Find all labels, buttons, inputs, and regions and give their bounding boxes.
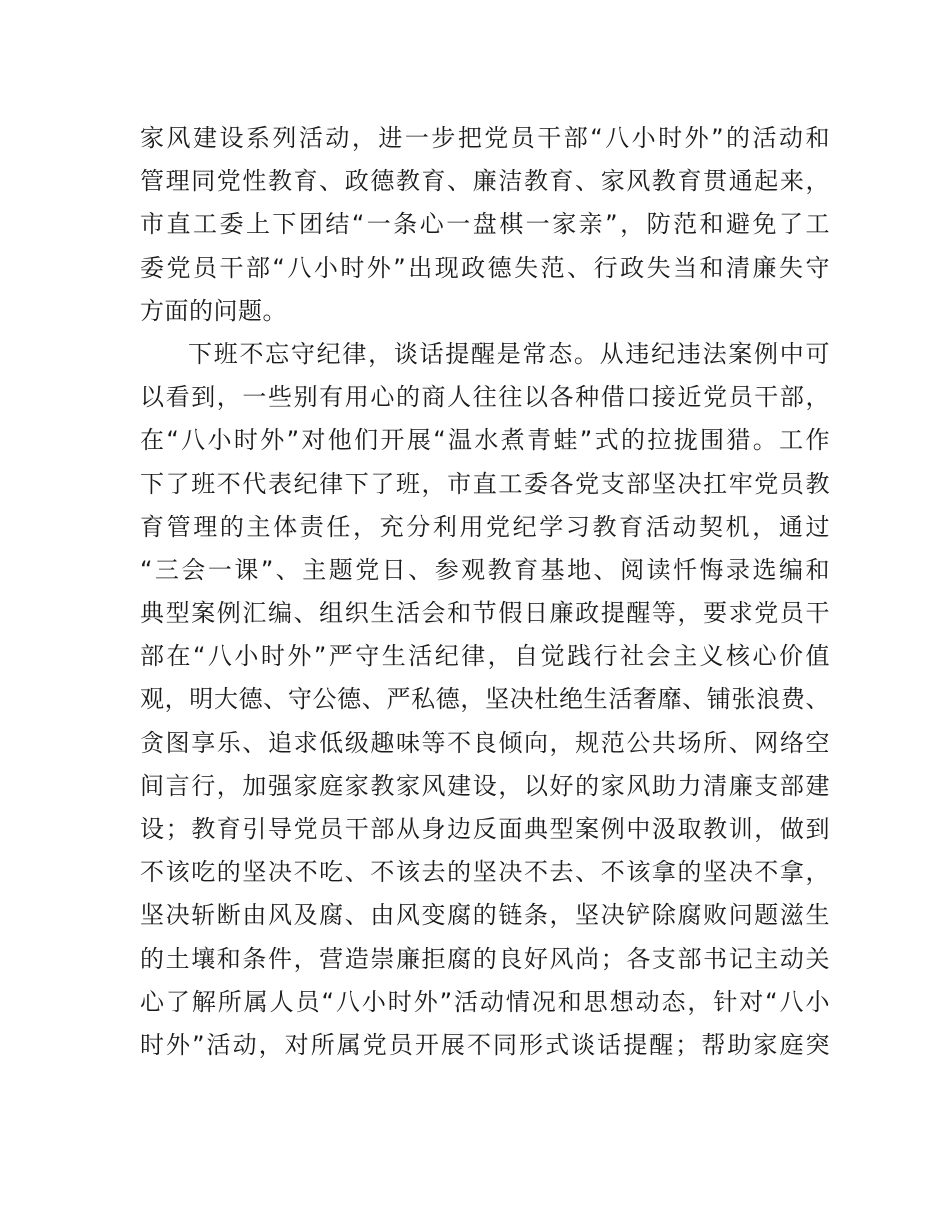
body-text <box>140 117 830 1067</box>
paragraph-2-line-13: 不该吃的坚决不吃、不该去的坚决不去、不该拿的坚决不拿， <box>140 858 830 887</box>
paragraph-2-line-10: 贪图享乐、追求低级趣味等不良倾向，规范公共场所、网络空 <box>140 728 830 757</box>
paragraph-2-line-12: 设；教育引导党员干部从身边反面典型案例中汲取教训，做到 <box>140 815 830 843</box>
paragraph-2-line-8: 部在“八小时外”严守生活纪律，自觉践行社会主义核心价值 <box>140 642 830 671</box>
paragraph-1-line-3: 市直工委上下团结“一条心一盘棋一家亲”，防范和避免了工 <box>140 210 830 239</box>
paragraph-2-line-7: 典型案例汇编、组织生活会和节假日廉政提醒等，要求党员干 <box>140 599 830 628</box>
paragraph-1-line-1: 家风建设系列活动，进一步把党员干部“八小时外”的活动和 <box>140 124 830 152</box>
paragraph-2-line-1: 下班不忘守纪律，谈话提醒是常态。从违纪违法案例中可 <box>188 339 830 368</box>
paragraph-2-line-11: 间言行，加强家庭家教家风建设，以好的家风助力清廉支部建 <box>140 771 830 800</box>
paragraph-2-line-16: 心了解所属人员“八小时外”活动情况和思想动态，针对“八小 <box>140 987 830 1016</box>
paragraph-2-line-3: 在“八小时外”对他们开展“温水煮青蛙”式的拉拢围猎。工作 <box>140 426 830 455</box>
paragraph-1-line-4: 委党员干部“八小时外”出现政德失范、行政失当和清廉失守 <box>140 253 830 282</box>
paragraph-2-line-17: 时外”活动，对所属党员开展不同形式谈话提醒；帮助家庭突 <box>140 1030 830 1059</box>
paragraph-1-line-2: 管理同党性教育、政德教育、廉洁教育、家风教育贯通起来， <box>140 167 830 196</box>
paragraph-1-line-5: 方面的问题。 <box>140 296 287 325</box>
paragraph-2-line-14: 坚决斩断由风及腐、由风变腐的链条，坚决铲除腐败问题滋生 <box>140 901 830 930</box>
paragraph-2-line-5: 育管理的主体责任，充分利用党纪学习教育活动契机，通过 <box>140 512 830 541</box>
paragraph-2-line-6: “三会一课”、主题党日、参观教育基地、阅读忏悔录选编和 <box>140 555 830 584</box>
paragraph-2-line-15: 的土壤和条件，营造崇廉拒腐的良好风尚；各支部书记主动关 <box>140 944 830 973</box>
paragraph-2-line-9: 观，明大德、守公德、严私德，坚决杜绝生活奢靡、铺张浪费、 <box>140 685 830 714</box>
paragraph-2-line-4: 下了班不代表纪律下了班，市直工委各党支部坚决扛牢党员教 <box>140 469 830 498</box>
paragraph-2-line-2: 以看到，一些别有用心的商人往往以各种借口接近党员干部， <box>140 383 830 412</box>
